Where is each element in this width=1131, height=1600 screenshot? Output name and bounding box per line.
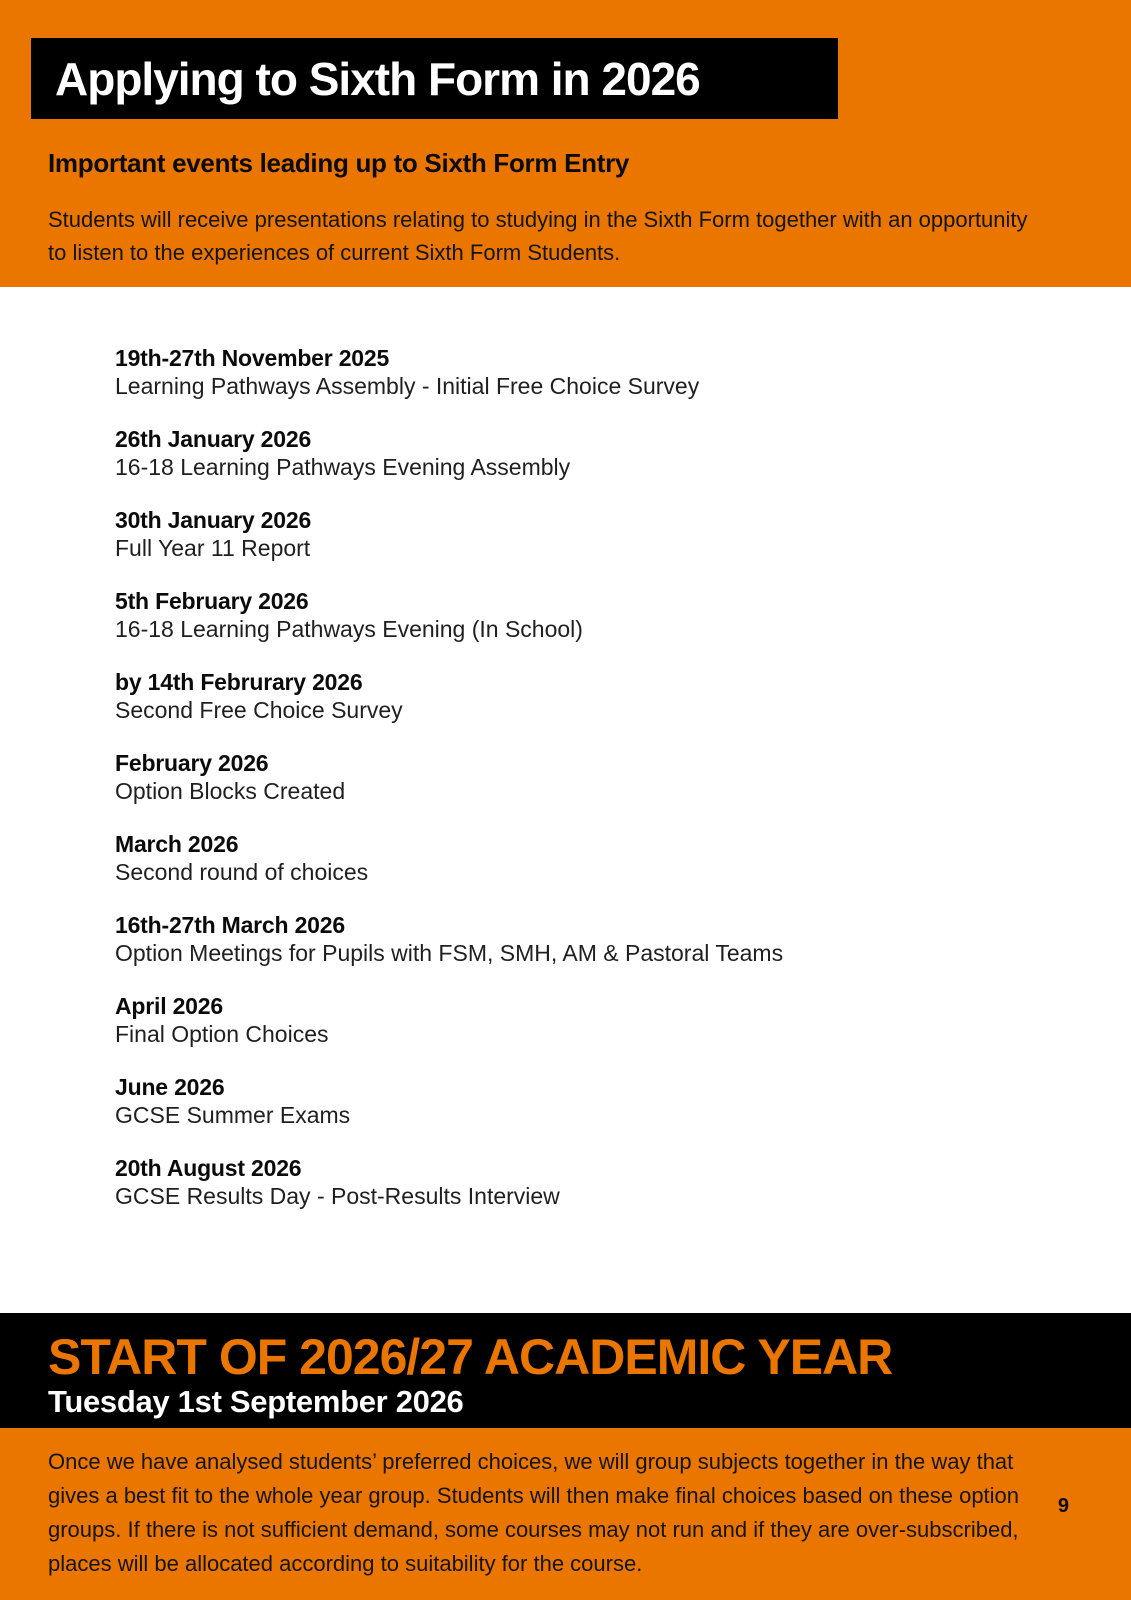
event-date: February 2026 xyxy=(115,750,269,776)
event-description: Learning Pathways Assembly - Initial Free Choice Survey xyxy=(115,373,700,399)
event-date: 30th January 2026 xyxy=(115,507,312,533)
timeline-item xyxy=(115,750,1091,805)
academic-year-title: START OF 2026/27 ACADEMIC YEAR xyxy=(48,1328,893,1385)
page-title-box xyxy=(31,38,838,119)
timeline-item xyxy=(115,426,1091,481)
event-date: by 14th Februrary 2026 xyxy=(115,669,363,695)
event-description: Full Year 11 Report xyxy=(115,535,311,561)
event-description: GCSE Results Day - Post-Results Interview xyxy=(115,1183,560,1209)
event-description: Second round of choices xyxy=(115,859,369,885)
page-title: Applying to Sixth Form in 2026 xyxy=(55,52,700,105)
header-intro-paragraph: Students will receive presentations relating to studying in the Sixth Form together with an opportunity to listen to the experiences of current Sixth Form Students. xyxy=(48,207,1028,265)
timeline-item xyxy=(115,507,1091,562)
event-date: June 2026 xyxy=(115,1074,225,1100)
event-description: Option Blocks Created xyxy=(115,778,346,804)
event-description: 16-18 Learning Pathways Evening (In School) xyxy=(115,616,583,642)
timeline-item xyxy=(115,1074,1091,1129)
timeline-item xyxy=(115,345,1091,400)
footer-section xyxy=(0,1428,1131,1600)
academic-year-banner xyxy=(0,1313,1131,1428)
event-date: March 2026 xyxy=(115,831,239,857)
event-description: Final Option Choices xyxy=(115,1021,329,1047)
event-description: Second Free Choice Survey xyxy=(115,697,403,723)
timeline-item xyxy=(115,669,1091,724)
timeline-item xyxy=(115,912,1091,967)
timeline-item xyxy=(115,588,1091,643)
event-description: Option Meetings for Pupils with FSM, SMH, AM & Pastoral Teams xyxy=(115,940,784,966)
event-date: 5th February 2026 xyxy=(115,588,309,614)
event-date: 16th-27th March 2026 xyxy=(115,912,345,938)
page-number: 9 xyxy=(1057,1495,1069,1517)
events-timeline xyxy=(0,287,1131,1313)
timeline-item xyxy=(115,993,1091,1048)
event-date: 20th August 2026 xyxy=(115,1155,302,1181)
event-date: 19th-27th November 2025 xyxy=(115,345,390,371)
header-section xyxy=(0,0,1131,287)
header-subtitle: Important events leading up to Sixth Form Entry xyxy=(48,148,630,178)
event-description: 16-18 Learning Pathways Evening Assembly xyxy=(115,454,571,480)
event-description: GCSE Summer Exams xyxy=(115,1102,351,1128)
academic-year-date: Tuesday 1st September 2026 xyxy=(48,1383,464,1419)
timeline-item xyxy=(115,831,1091,886)
timeline-item xyxy=(115,1155,1091,1210)
event-date: April 2026 xyxy=(115,993,223,1019)
event-date: 26th January 2026 xyxy=(115,426,312,452)
footer-paragraph: Once we have analysed students’ preferred choices, we will group subjects together in the way that gives a best fit to the whole year group. Students will then make final choices based on these option groups. If there is not sufficient demand, some courses may not run and if they are over-subscribed, places will be allocated according to suitability for the course. xyxy=(48,1449,1020,1576)
